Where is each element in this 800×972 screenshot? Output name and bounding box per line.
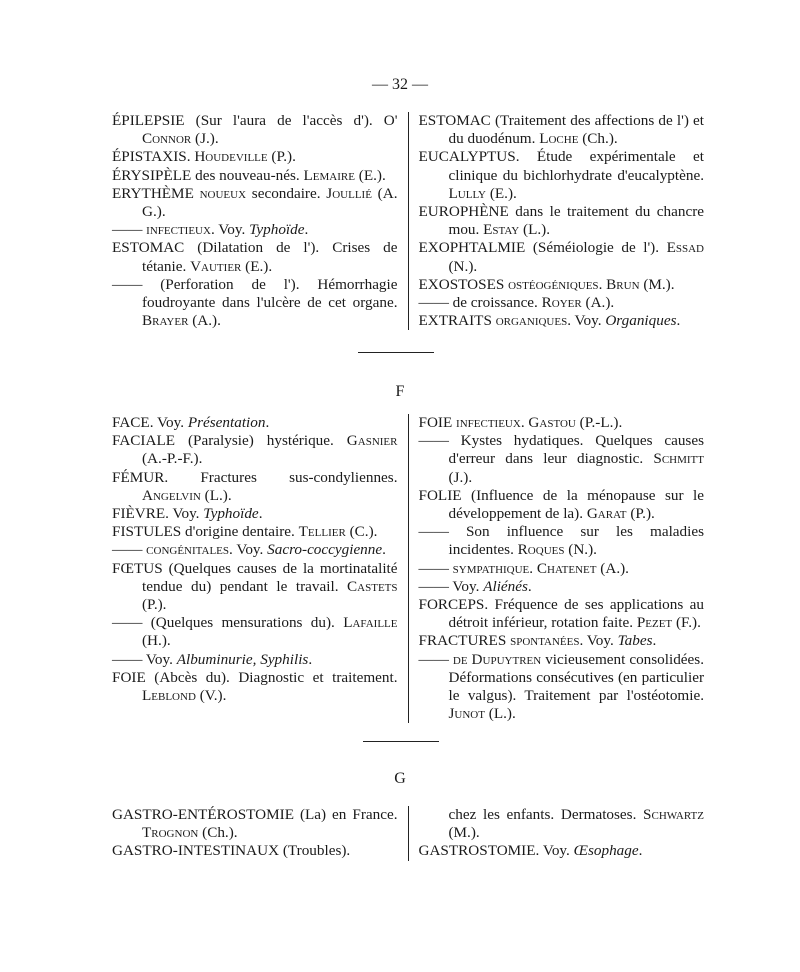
index-entry <box>419 560 705 578</box>
entry-text: . <box>529 559 537 577</box>
entry-text: . <box>598 275 607 293</box>
entry-text: secondaire. <box>246 184 327 202</box>
index-entry <box>419 523 705 559</box>
index-entry <box>112 185 398 221</box>
section-f-right-column <box>409 414 705 723</box>
index-entry <box>112 239 398 275</box>
author-name: Junot <box>448 705 485 723</box>
cross-reference: Organiques <box>605 312 677 330</box>
index-entry <box>419 578 705 596</box>
entry-text: (M.). <box>448 824 480 842</box>
entry-text: chez les enfants. Dermatoses. <box>448 806 644 823</box>
entry-text: vicieusement consolidées. Déformations consécutives (en particulier le valgus). Traitement par l'ostéotomie. <box>448 650 704 705</box>
author-name: Roques <box>517 541 565 559</box>
entry-text: ESTOMAC (Dilatation de l'). Crises de tétanie. <box>112 239 398 275</box>
section-g-right-column <box>409 806 705 861</box>
index-entry <box>112 432 398 468</box>
author-name: Joullié <box>326 184 372 202</box>
index-entry <box>112 505 398 523</box>
cross-reference: Typhoïde <box>249 221 305 239</box>
author-name: Connor <box>142 130 192 148</box>
entry-text: (A.). <box>188 312 221 330</box>
index-entry <box>112 842 398 860</box>
entry-text: FOIE (Abcès du). Diagnostic et traitement. <box>112 668 398 686</box>
author-name: Angelvin <box>142 486 201 504</box>
entry-text: —— de croissance. <box>418 294 542 312</box>
entry-text: —— (Perforation de l'). Hémorrhagie foudroyante dans l'ulcère de cet organe. <box>112 275 398 312</box>
entry-text: EXOSTOSES <box>418 275 509 293</box>
section-g-left-column <box>112 806 408 861</box>
author-name: sympathique <box>452 559 530 577</box>
entry-text: FORCEPS. Fréquence de ses applications au détroit inférieur, rotation faite. <box>418 596 704 632</box>
entry-text: . Voy. <box>229 541 268 559</box>
author-name: Lully <box>448 184 487 202</box>
entry-text: (P.). <box>142 596 167 614</box>
entry-text: (Ch.). <box>198 824 238 842</box>
entry-text: . <box>308 650 313 668</box>
entry-text: ERYTHÈME <box>112 184 200 202</box>
entry-text: —— (Quelques mensurations du). <box>112 614 344 632</box>
entry-text: —— <box>112 541 147 559</box>
entry-text: (P.). <box>267 148 296 166</box>
index-entry <box>112 414 398 432</box>
index-entry <box>419 312 705 330</box>
entry-text: —— <box>418 650 453 668</box>
entry-text: . <box>382 541 386 559</box>
entry-text: . Voy. <box>579 632 618 650</box>
cross-reference: Tabes <box>617 632 653 650</box>
index-entry <box>419 239 705 275</box>
entry-text: . <box>304 221 309 239</box>
index-entry <box>419 203 705 239</box>
entry-text: ÉPISTAXIS. <box>112 148 195 166</box>
index-entry <box>112 614 398 650</box>
entry-text: (L.). <box>200 486 232 504</box>
index-entry <box>419 294 705 312</box>
author-name: Brun <box>606 275 640 293</box>
cross-reference: Albuminurie, Syphilis <box>176 650 309 668</box>
entry-text: FACE. Voy. <box>112 414 188 431</box>
author-name: de Dupuytren <box>452 650 542 668</box>
index-entry <box>112 669 398 705</box>
entry-text: FOLIE (Influence de la ménopause sur le développement de la). <box>418 486 704 523</box>
index-entry <box>112 523 398 541</box>
author-name: noueux <box>199 184 247 202</box>
cross-reference: Œsophage <box>573 842 639 860</box>
entry-text: GASTRO-INTESTINAUX (Troubles). <box>112 842 351 860</box>
entry-text: . Voy. <box>567 312 606 330</box>
entry-text: . <box>520 414 529 431</box>
entry-text: —— Kystes hydatiques. Quelques causes d'erreur dans leur diagnostic. <box>418 432 704 468</box>
section-f-left-column <box>112 414 408 723</box>
author-name: ostéogéniques <box>508 275 599 293</box>
index-entry <box>419 842 705 860</box>
author-name: Castets <box>347 577 398 595</box>
index-entry <box>112 541 398 559</box>
cross-reference: Aliénés <box>483 577 528 595</box>
entry-text: . <box>527 577 532 595</box>
entry-text: EUROPHÈNE dans le traitement du chancre mou. <box>418 203 704 239</box>
index-entry <box>112 560 398 615</box>
author-name: Brayer <box>142 312 189 330</box>
section-letter-f: F <box>395 383 405 400</box>
entry-text: (J.). <box>191 130 219 148</box>
author-name: spontanées <box>510 632 580 650</box>
author-name: Gasnier <box>346 432 398 450</box>
entry-text: (E.). <box>241 257 273 275</box>
entry-text: EUCALYPTUS. Étude expérimentale et clinique du bichlorhydrate d'eucalyptène. <box>418 148 704 184</box>
author-name: Essad <box>666 239 704 257</box>
entry-text: —— Son influence sur les maladies incidentes. <box>418 523 704 559</box>
author-name: Leblond <box>142 687 196 705</box>
author-name: Chatenet <box>536 559 597 577</box>
entry-text: (L.). <box>484 705 516 723</box>
entry-text: (F.). <box>672 614 701 632</box>
section-separator-rule <box>358 352 434 353</box>
cross-reference: Sacro-coccygienne <box>267 541 383 559</box>
entry-text: —— Voy. <box>112 650 177 668</box>
entry-text: (N.). <box>448 257 478 275</box>
index-entry <box>419 651 705 724</box>
index-entry <box>112 148 398 166</box>
entry-text: (N.). <box>564 541 597 559</box>
author-name: Estay <box>483 221 520 239</box>
entry-text: (P.). <box>626 505 655 523</box>
section-f <box>112 414 704 723</box>
author-name: Gastou <box>528 414 576 431</box>
entry-text: —— <box>418 559 453 577</box>
author-name: Schmitt <box>653 450 704 468</box>
index-entry <box>419 276 705 294</box>
entry-text: (L.). <box>519 221 551 239</box>
cross-reference: Présentation <box>187 414 266 431</box>
entry-text: ESTOMAC (Traitement des affections de l') et du duodénum. <box>418 112 704 148</box>
author-name: infectieux <box>456 414 521 431</box>
entry-text: . <box>638 842 643 860</box>
index-entry <box>419 432 705 487</box>
entry-text: (H.). <box>142 632 171 650</box>
entry-text: (J.). <box>448 468 473 486</box>
index-entry <box>419 112 705 148</box>
author-name: Lafaille <box>343 614 398 632</box>
index-entry <box>112 469 398 505</box>
index-entry <box>419 148 705 203</box>
author-name: infectieux <box>146 221 211 239</box>
entry-text: (P.-L.). <box>575 414 623 431</box>
author-name: Loche <box>539 130 579 148</box>
entry-text: . <box>652 632 657 650</box>
author-name: Tellier <box>298 523 346 541</box>
index-entry <box>112 276 398 331</box>
entry-text: (C.). <box>345 523 378 541</box>
author-name: Pezet <box>636 614 673 632</box>
entry-text: FISTULES d'origine dentaire. <box>112 523 299 541</box>
author-name: Lemaire <box>303 166 355 184</box>
entry-text: FOIE <box>418 414 457 431</box>
cross-reference: Typhoïde <box>203 505 259 523</box>
entry-text: . <box>258 505 263 523</box>
index-entry <box>419 414 705 432</box>
entry-text: (E.). <box>486 184 517 202</box>
entry-text: (Ch.). <box>578 130 618 148</box>
section-letter-g: G <box>394 770 406 787</box>
entry-text: GASTROSTOMIE. Voy. <box>418 842 574 860</box>
index-entry <box>419 487 705 523</box>
entry-text: FÉMUR. Fractures sus-condyliennes. <box>112 468 398 486</box>
entry-text: . <box>676 312 681 330</box>
author-name: congénitales <box>146 541 230 559</box>
index-entry <box>112 651 398 669</box>
author-name: Houdeville <box>194 148 268 166</box>
section-e-left-column <box>112 112 408 330</box>
entry-text: FRACTURES <box>418 632 511 650</box>
entry-text: ÉRYSIPÈLE des nouveau-nés. <box>112 166 304 184</box>
entry-text: (V.). <box>195 687 227 705</box>
entry-text: ÉPILEPSIE (Sur l'aura de l'accès d'). O' <box>112 112 398 129</box>
entry-text: (A.). <box>596 559 629 577</box>
entry-text: —— <box>112 221 147 239</box>
author-name: organiques <box>495 312 568 330</box>
index-entry <box>419 806 705 842</box>
entry-text: FŒTUS (Quelques causes de la mortinatalité tendue du) pendant le travail. <box>112 559 398 595</box>
entry-text: (E.). <box>354 166 386 184</box>
author-name: Trognon <box>142 824 199 842</box>
page-number: — 32 — <box>372 76 428 93</box>
author-name: Schwartz <box>643 806 704 823</box>
index-entry <box>112 167 398 185</box>
entry-text: —— Voy. <box>418 577 484 595</box>
section-g <box>112 806 704 861</box>
index-entry <box>419 632 705 650</box>
entry-text: (M.). <box>639 275 675 293</box>
entry-text: FIÈVRE. Voy. <box>112 505 204 523</box>
section-separator-rule <box>363 741 439 742</box>
entry-text: (A.-P.-F.). <box>142 450 203 468</box>
entry-text: EXOPHTALMIE (Séméiologie de l'). <box>418 239 667 257</box>
index-entry <box>112 112 398 148</box>
index-entry <box>419 596 705 632</box>
author-name: Royer <box>541 294 582 312</box>
entry-text: . <box>265 414 270 431</box>
section-e-right-column <box>409 112 705 330</box>
author-name: Vautier <box>190 257 242 275</box>
entry-text: EXTRAITS <box>418 312 496 330</box>
entry-text: GASTRO-ENTÉROSTOMIE (La) en France. <box>112 806 398 823</box>
index-entry <box>112 806 398 842</box>
section-e <box>112 112 704 330</box>
entry-text: FACIALE (Paralysie) hystérique. <box>112 432 347 450</box>
entry-text: . Voy. <box>210 221 250 239</box>
entry-text: (A. G.). <box>142 184 398 221</box>
author-name: Garat <box>586 505 627 523</box>
entry-text: (A.). <box>581 294 615 312</box>
index-entry <box>112 221 398 239</box>
